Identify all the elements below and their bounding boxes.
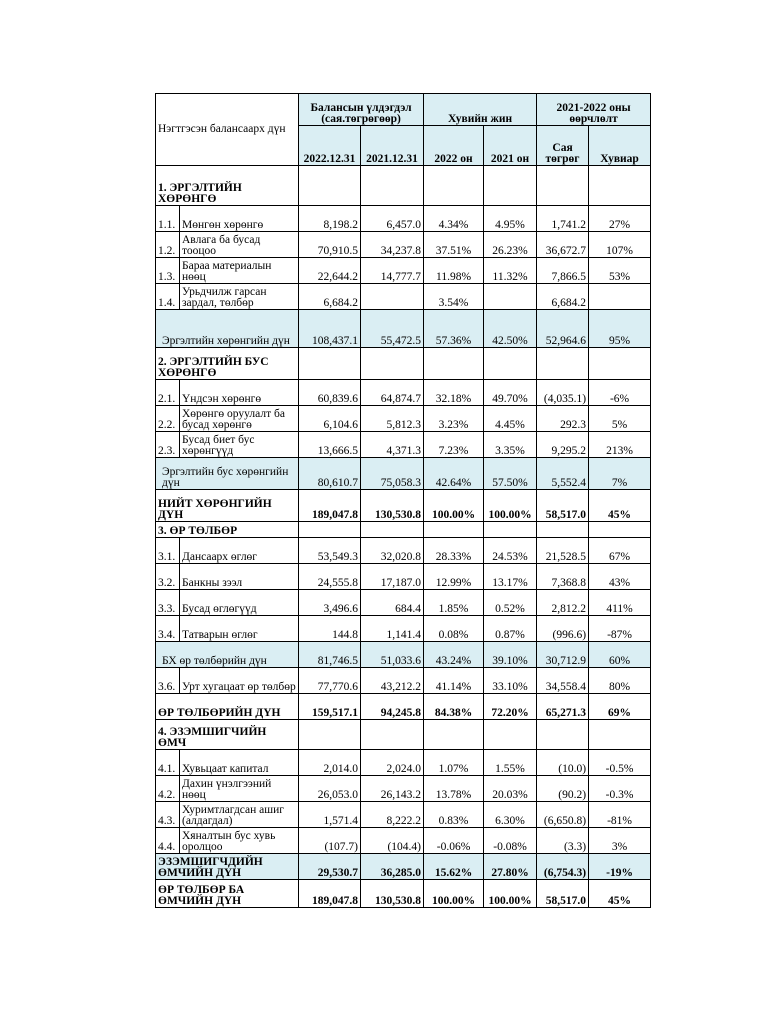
- empty-cell: [299, 348, 361, 380]
- change-amount: 7,866.5: [537, 258, 589, 284]
- change-percent: 53%: [589, 258, 651, 284]
- share-2021: 24.53%: [484, 538, 537, 564]
- value-2022: 189,047.8: [299, 490, 361, 522]
- row-number: 2.1.: [156, 380, 180, 406]
- share-2022: 28.33%: [424, 538, 484, 564]
- change-amount: 36,672.7: [537, 232, 589, 258]
- col-share-2022-header: 2022 он: [424, 126, 484, 166]
- table-row: [156, 828, 651, 854]
- subtotal-row: [156, 854, 651, 880]
- row-label: Хуримтлагдсан ашиг (алдагдал): [180, 802, 299, 828]
- row-number: 1.4.: [156, 284, 180, 310]
- indicator-header: Нэгтгэсэн балансаарх дүн: [156, 94, 299, 166]
- share-2021: 27.80%: [484, 854, 537, 880]
- change-percent: -0.3%: [589, 776, 651, 802]
- share-2022: 3.54%: [424, 284, 484, 310]
- change-percent: 95%: [589, 310, 651, 348]
- change-amount: 292.3: [537, 406, 589, 432]
- table-row: [156, 802, 651, 828]
- share-2022: 3.23%: [424, 406, 484, 432]
- empty-cell: [299, 522, 361, 538]
- row-label: Авлага ба бусад тооцоо: [180, 232, 299, 258]
- table-row: [156, 206, 651, 232]
- value-2021: 130,530.8: [361, 490, 424, 522]
- value-2022: 24,555.8: [299, 564, 361, 590]
- share-2022: 84.38%: [424, 694, 484, 720]
- value-2021: 684.4: [361, 590, 424, 616]
- value-2022: 80,610.7: [299, 458, 361, 490]
- value-2021: 1,141.4: [361, 616, 424, 642]
- value-2022: 6,684.2: [299, 284, 361, 310]
- value-2021: 43,212.2: [361, 668, 424, 694]
- share-2021: -0.08%: [484, 828, 537, 854]
- balance-sheet-table: [155, 93, 651, 908]
- change-amount: (90.2): [537, 776, 589, 802]
- col-amount-header: Сая төгрөг: [537, 126, 589, 166]
- row-label: Урьдчилж гарсан зардал, төлбөр: [180, 284, 299, 310]
- value-2022: 8,198.2: [299, 206, 361, 232]
- value-2021: (104.4): [361, 828, 424, 854]
- change-amount: 52,964.6: [537, 310, 589, 348]
- row-number: 3.6.: [156, 668, 180, 694]
- change-amount: 6,684.2: [537, 284, 589, 310]
- share-2022: 11.98%: [424, 258, 484, 284]
- change-amount: 5,552.4: [537, 458, 589, 490]
- share-2021: 0.52%: [484, 590, 537, 616]
- share-2022: 57.36%: [424, 310, 484, 348]
- value-2022: 13,666.5: [299, 432, 361, 458]
- table-row: [156, 284, 651, 310]
- value-2022: 60,839.6: [299, 380, 361, 406]
- change-percent: 43%: [589, 564, 651, 590]
- change-percent: -6%: [589, 380, 651, 406]
- total-label: ӨР ТӨЛБӨР БА ӨМЧИЙН ДҮН: [156, 880, 299, 908]
- table-row: [156, 432, 651, 458]
- row-number: 4.3.: [156, 802, 180, 828]
- empty-cell: [424, 166, 484, 206]
- share-2022: 1.85%: [424, 590, 484, 616]
- col-percent-header: Хувиар: [589, 126, 651, 166]
- value-2021: 5,812.3: [361, 406, 424, 432]
- share-2021: 42.50%: [484, 310, 537, 348]
- row-number: 2.2.: [156, 406, 180, 432]
- total-label: Эргэлтийн хөрөнгийн дүн: [156, 310, 299, 348]
- empty-cell: [424, 522, 484, 538]
- value-2022: 1,571.4: [299, 802, 361, 828]
- row-number: 4.1.: [156, 750, 180, 776]
- empty-cell: [361, 166, 424, 206]
- table-row: [156, 616, 651, 642]
- share-2021: 6.30%: [484, 802, 537, 828]
- share-2021: 11.32%: [484, 258, 537, 284]
- change-percent: -19%: [589, 854, 651, 880]
- total-label: НИЙТ ХӨРӨНГИЙН ДҮН: [156, 490, 299, 522]
- table-row: [156, 776, 651, 802]
- value-2021: 130,530.8: [361, 880, 424, 908]
- value-2022: 2,014.0: [299, 750, 361, 776]
- value-2022: (107.7): [299, 828, 361, 854]
- change-amount: (10.0): [537, 750, 589, 776]
- section-title: 1. ЭРГЭЛТИЙН ХӨРӨНГӨ: [156, 166, 299, 206]
- value-2022: 81,746.5: [299, 642, 361, 668]
- value-2021: 51,033.6: [361, 642, 424, 668]
- change-amount: 21,528.5: [537, 538, 589, 564]
- value-2021: 6,457.0: [361, 206, 424, 232]
- row-label: Бараа материалын нөөц: [180, 258, 299, 284]
- table-row: [156, 538, 651, 564]
- share-2022: 0.83%: [424, 802, 484, 828]
- change-amount: (4,035.1): [537, 380, 589, 406]
- row-number: 1.3.: [156, 258, 180, 284]
- table-row: [156, 380, 651, 406]
- row-number: 4.4.: [156, 828, 180, 854]
- row-number: 3.1.: [156, 538, 180, 564]
- change-percent: 107%: [589, 232, 651, 258]
- row-label: Дансаарх өглөг: [180, 538, 299, 564]
- value-2022: 189,047.8: [299, 880, 361, 908]
- empty-cell: [589, 522, 651, 538]
- share-2021: [484, 284, 537, 310]
- row-label: Хөрөнгө оруулалт ба бусад хөрөнгө: [180, 406, 299, 432]
- row-label: Мөнгөн хөрөнгө: [180, 206, 299, 232]
- value-2021: 26,143.2: [361, 776, 424, 802]
- change-percent: [589, 284, 651, 310]
- value-2022: 108,437.1: [299, 310, 361, 348]
- empty-cell: [537, 522, 589, 538]
- section-row: [156, 720, 651, 750]
- value-2022: 6,104.6: [299, 406, 361, 432]
- share-2022: 15.62%: [424, 854, 484, 880]
- empty-cell: [589, 348, 651, 380]
- table-row: [156, 258, 651, 284]
- row-label: Үндсэн хөрөнгө: [180, 380, 299, 406]
- grand-total-row: [156, 694, 651, 720]
- empty-cell: [484, 522, 537, 538]
- value-2021: 94,245.8: [361, 694, 424, 720]
- change-amount: (6,754.3): [537, 854, 589, 880]
- row-label: Урт хугацаат өр төлбөр: [180, 668, 299, 694]
- change-percent: 69%: [589, 694, 651, 720]
- col-2022-header: 2022.12.31: [299, 126, 361, 166]
- value-2021: 17,187.0: [361, 564, 424, 590]
- change-percent: -0.5%: [589, 750, 651, 776]
- empty-cell: [361, 522, 424, 538]
- share-2021: 26.23%: [484, 232, 537, 258]
- value-2021: 2,024.0: [361, 750, 424, 776]
- row-label: Хувьцаат капитал: [180, 750, 299, 776]
- empty-cell: [361, 720, 424, 750]
- grand-total-row: [156, 880, 651, 908]
- value-2021: 4,371.3: [361, 432, 424, 458]
- share-2021: 100.00%: [484, 880, 537, 908]
- row-label: Банкны зээл: [180, 564, 299, 590]
- table-row: [156, 750, 651, 776]
- change-percent: 3%: [589, 828, 651, 854]
- value-2021: [361, 284, 424, 310]
- change-percent: 7%: [589, 458, 651, 490]
- share-group-header: Хувийн жин: [424, 94, 537, 126]
- share-2022: 37.51%: [424, 232, 484, 258]
- empty-cell: [299, 166, 361, 206]
- share-2021: 49.70%: [484, 380, 537, 406]
- empty-cell: [424, 720, 484, 750]
- value-2021: 75,058.3: [361, 458, 424, 490]
- change-percent: 411%: [589, 590, 651, 616]
- table-row: [156, 668, 651, 694]
- change-group-header: 2021-2022 оны өөрчлөлт: [537, 94, 651, 126]
- value-2022: 144.8: [299, 616, 361, 642]
- share-2021: 4.95%: [484, 206, 537, 232]
- change-percent: 45%: [589, 490, 651, 522]
- empty-cell: [484, 166, 537, 206]
- share-2022: 0.08%: [424, 616, 484, 642]
- section-title: 4. ЭЗЭМШИГЧИЙН ӨМЧ: [156, 720, 299, 750]
- share-2022: -0.06%: [424, 828, 484, 854]
- change-percent: 67%: [589, 538, 651, 564]
- row-number: 2.3.: [156, 432, 180, 458]
- section-title: 2. ЭРГЭЛТИЙН БУС ХӨРӨНГӨ: [156, 348, 299, 380]
- share-2021: 13.17%: [484, 564, 537, 590]
- table-row: [156, 406, 651, 432]
- row-number: 3.3.: [156, 590, 180, 616]
- empty-cell: [361, 348, 424, 380]
- change-percent: 27%: [589, 206, 651, 232]
- empty-cell: [299, 720, 361, 750]
- value-2021: 34,237.8: [361, 232, 424, 258]
- row-number: 3.4.: [156, 616, 180, 642]
- value-2022: 159,517.1: [299, 694, 361, 720]
- empty-cell: [424, 348, 484, 380]
- share-2021: 1.55%: [484, 750, 537, 776]
- share-2021: 3.35%: [484, 432, 537, 458]
- value-2022: 77,770.6: [299, 668, 361, 694]
- change-amount: 58,517.0: [537, 490, 589, 522]
- value-2022: 22,644.2: [299, 258, 361, 284]
- empty-cell: [537, 720, 589, 750]
- change-amount: (3.3): [537, 828, 589, 854]
- table-row: [156, 564, 651, 590]
- value-2022: 3,496.6: [299, 590, 361, 616]
- change-amount: 2,812.2: [537, 590, 589, 616]
- value-2021: 64,874.7: [361, 380, 424, 406]
- section-row: [156, 166, 651, 206]
- share-2021: 39.10%: [484, 642, 537, 668]
- value-2022: 29,530.7: [299, 854, 361, 880]
- table-row: [156, 590, 651, 616]
- empty-cell: [589, 720, 651, 750]
- empty-cell: [537, 348, 589, 380]
- row-label: Бусад биет бус хөрөнгүүд: [180, 432, 299, 458]
- change-amount: (996.6): [537, 616, 589, 642]
- section-title: 3. ӨР ТӨЛБӨР: [156, 522, 299, 538]
- change-amount: 30,712.9: [537, 642, 589, 668]
- share-2021: 100.00%: [484, 490, 537, 522]
- change-percent: -81%: [589, 802, 651, 828]
- share-2022: 100.00%: [424, 490, 484, 522]
- total-label: Эргэлтийн бус хөрөнгийн дүн: [156, 458, 299, 490]
- change-amount: 34,558.4: [537, 668, 589, 694]
- share-2022: 41.14%: [424, 668, 484, 694]
- row-label: Дахин үнэлгээний нөөц: [180, 776, 299, 802]
- total-label: ЭЗЭМШИГЧДИЙН ӨМЧИЙН ДҮН: [156, 854, 299, 880]
- change-percent: 80%: [589, 668, 651, 694]
- share-2022: 1.07%: [424, 750, 484, 776]
- change-amount: 7,368.8: [537, 564, 589, 590]
- row-number: 1.1.: [156, 206, 180, 232]
- share-2021: 33.10%: [484, 668, 537, 694]
- change-percent: 45%: [589, 880, 651, 908]
- share-2022: 43.24%: [424, 642, 484, 668]
- empty-cell: [484, 348, 537, 380]
- value-2021: 14,777.7: [361, 258, 424, 284]
- change-amount: 1,741.2: [537, 206, 589, 232]
- table-row: [156, 232, 651, 258]
- value-2022: 70,910.5: [299, 232, 361, 258]
- row-number: 1.2.: [156, 232, 180, 258]
- total-label: ӨР ТӨЛБӨРИЙН ДҮН: [156, 694, 299, 720]
- share-2022: 32.18%: [424, 380, 484, 406]
- change-amount: 65,271.3: [537, 694, 589, 720]
- share-2021: 72.20%: [484, 694, 537, 720]
- total-label: БХ өр төлбөрийн дүн: [156, 642, 299, 668]
- share-2021: 0.87%: [484, 616, 537, 642]
- section-row: [156, 348, 651, 380]
- change-percent: -87%: [589, 616, 651, 642]
- value-2022: 53,549.3: [299, 538, 361, 564]
- share-2021: 57.50%: [484, 458, 537, 490]
- share-2022: 13.78%: [424, 776, 484, 802]
- change-amount: 9,295.2: [537, 432, 589, 458]
- row-number: 3.2.: [156, 564, 180, 590]
- share-2021: 4.45%: [484, 406, 537, 432]
- value-2022: 26,053.0: [299, 776, 361, 802]
- empty-cell: [484, 720, 537, 750]
- section-row: [156, 522, 651, 538]
- subtotal-row: [156, 642, 651, 668]
- row-label: Хяналтын бус хувь оролцоо: [180, 828, 299, 854]
- subtotal-row: [156, 310, 651, 348]
- row-label: Бусад өглөгүүд: [180, 590, 299, 616]
- share-2022: 4.34%: [424, 206, 484, 232]
- empty-cell: [589, 166, 651, 206]
- change-percent: 213%: [589, 432, 651, 458]
- grand-total-row: [156, 490, 651, 522]
- value-2021: 36,285.0: [361, 854, 424, 880]
- row-number: 4.2.: [156, 776, 180, 802]
- col-share-2021-header: 2021 он: [484, 126, 537, 166]
- row-label: Татварын өглөг: [180, 616, 299, 642]
- subtotal-row: [156, 458, 651, 490]
- value-2021: 55,472.5: [361, 310, 424, 348]
- empty-cell: [537, 166, 589, 206]
- share-2022: 12.99%: [424, 564, 484, 590]
- share-2022: 7.23%: [424, 432, 484, 458]
- share-2022: 100.00%: [424, 880, 484, 908]
- col-2021-header: 2021.12.31: [361, 126, 424, 166]
- balance-group-header: Балансын үлдэгдэл (сая.төгрөгөөр): [299, 94, 424, 126]
- change-percent: 60%: [589, 642, 651, 668]
- header-row-1: [156, 94, 651, 126]
- change-percent: 5%: [589, 406, 651, 432]
- value-2021: 32,020.8: [361, 538, 424, 564]
- value-2021: 8,222.2: [361, 802, 424, 828]
- change-amount: 58,517.0: [537, 880, 589, 908]
- share-2021: 20.03%: [484, 776, 537, 802]
- share-2022: 42.64%: [424, 458, 484, 490]
- change-amount: (6,650.8): [537, 802, 589, 828]
